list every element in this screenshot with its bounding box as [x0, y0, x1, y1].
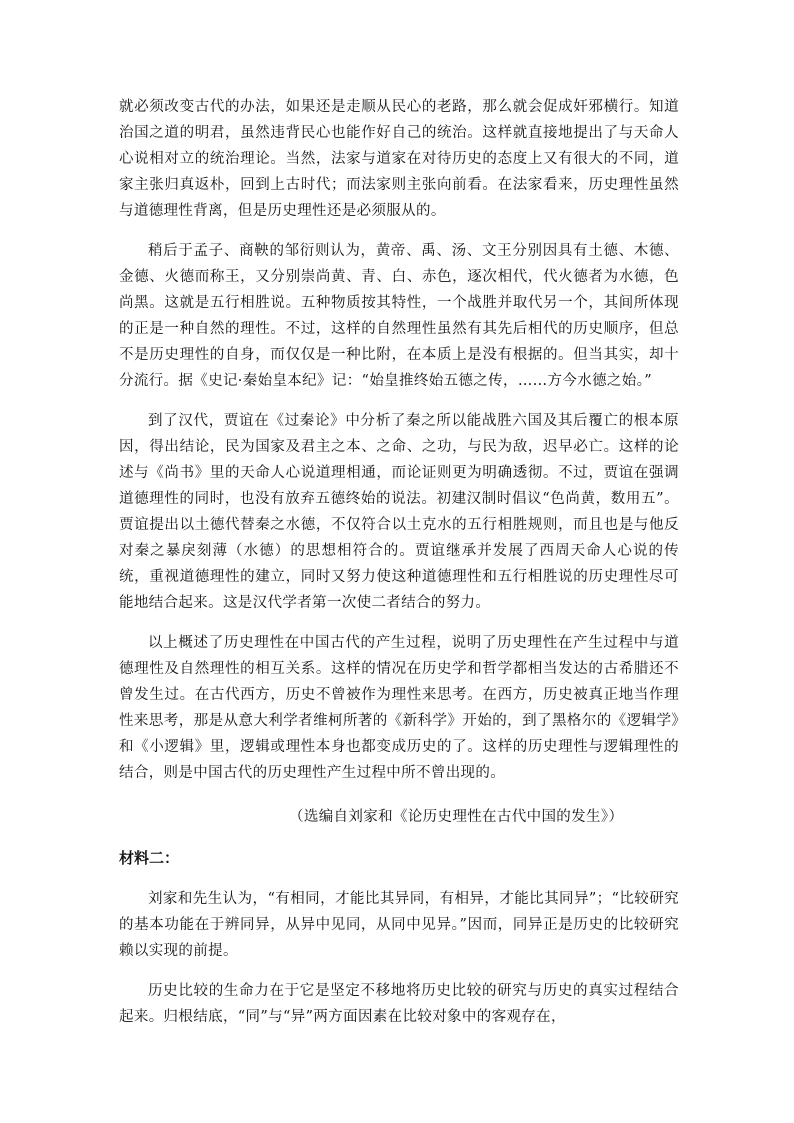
- paragraph-6: 历史比较的生命力在于它是坚定不移地将历史比较的研究与历史的真实过程结合起来。归根结底，“同”与“异”两方面因素在比较对象中的客观存在，: [119, 983, 679, 1025]
- source-citation: （选编自刘家和《论历史理性在古代中国的发生》）: [289, 809, 624, 825]
- paragraph-1: 就必须改变古代的办法，如果还是走顺从民心的老路，那么就会促成奸邪横行。知道治国之道的明君，虽然违背民心也能作好自己的统治。这样就直接地提出了与天命人心说相对立的统治理论。当然，法家与道家在对待历史的态度上又有很大的不同，道家主张归真返朴，回到上古时代；而法家则主张向前看。在法家看来，历史理性虽然与道德理性背离，但是历史理性还是必须服从的。: [119, 99, 679, 219]
- paragraph-2: 稍后于孟子、商鞅的邹衍则认为，黄帝、禹、汤、文王分别因具有土德、木德、金德、火德而称王，又分别崇尚黄、青、白、赤色，逐次相代，代火德者为水德，色尚黑。这就是五行相胜说。五种物质按其特性，一个战胜并取代另一个，其间所体现的正是一种自然的理性。不过，这样的自然理性虽然有其先后相代的历史顺序，但总不是历史理性的自身，而仅仅是一种比附，在本质上是没有根据的。但当其实，却十分流行。据《史记·秦始皇本纪》记：“始皇推终始五德之传，……方今水德之始。”: [119, 243, 679, 389]
- section-heading-material-2: 材料二：: [119, 849, 180, 867]
- document-body: [119, 94, 679, 1030]
- paragraph-4: 以上概述了历史理性在中国古代的产生过程，说明了历史理性在产生过程中与道德理性及自然理性的相互关系。这样的情况在历史学和哲学都相当发达的古希腊还不曾发生过。在古代西方，历史不曾被作为理性来思考。在西方，历史被真正地当作理性来思考，那是从意大利学者维柯所著的《新科学》开始的，到了黑格尔的《逻辑学》和《小逻辑》里，逻辑或理性本身也都变成历史的了。这样的历史理性与逻辑理性的结合，则是中国古代的历史理性产生过程中所不曾出现的。: [119, 635, 679, 781]
- paragraph-3: 到了汉代，贾谊在《过秦论》中分析了秦之所以能战胜六国及其后覆亡的根本原因，得出结论，民为国家及君主之本、之命、之功，与民为敌，迟早必亡。这样的论述与《尚书》里的天命人心说道理相通，而论证则更为明确透彻。不过，贾谊在强调道德理性的同时，也没有放弃五德终始的说法。初建汉制时倡议“色尚黄，数用五”。贾谊提出以土德代替秦之水德，不仅符合以土克水的五行相胜规则，而且也是与他反对秦之暴戾刻薄（水德）的思想相符合的。贾谊继承并发展了西周天命人心说的传统，重视道德理性的建立，同时又努力使这种道德理性和五行相胜说的历史理性尽可能地结合起来。这是汉代学者第一次使二者结合的努力。: [119, 413, 679, 611]
- paragraph-5: 刘家和先生认为，“有相同，才能比其异同，有相异，才能比其同异”；“比较研究的基本功能在于辨同异，从异中见同，从同中见异。”因而，同异正是历史的比较研究赖以实现的前提。: [119, 891, 679, 959]
